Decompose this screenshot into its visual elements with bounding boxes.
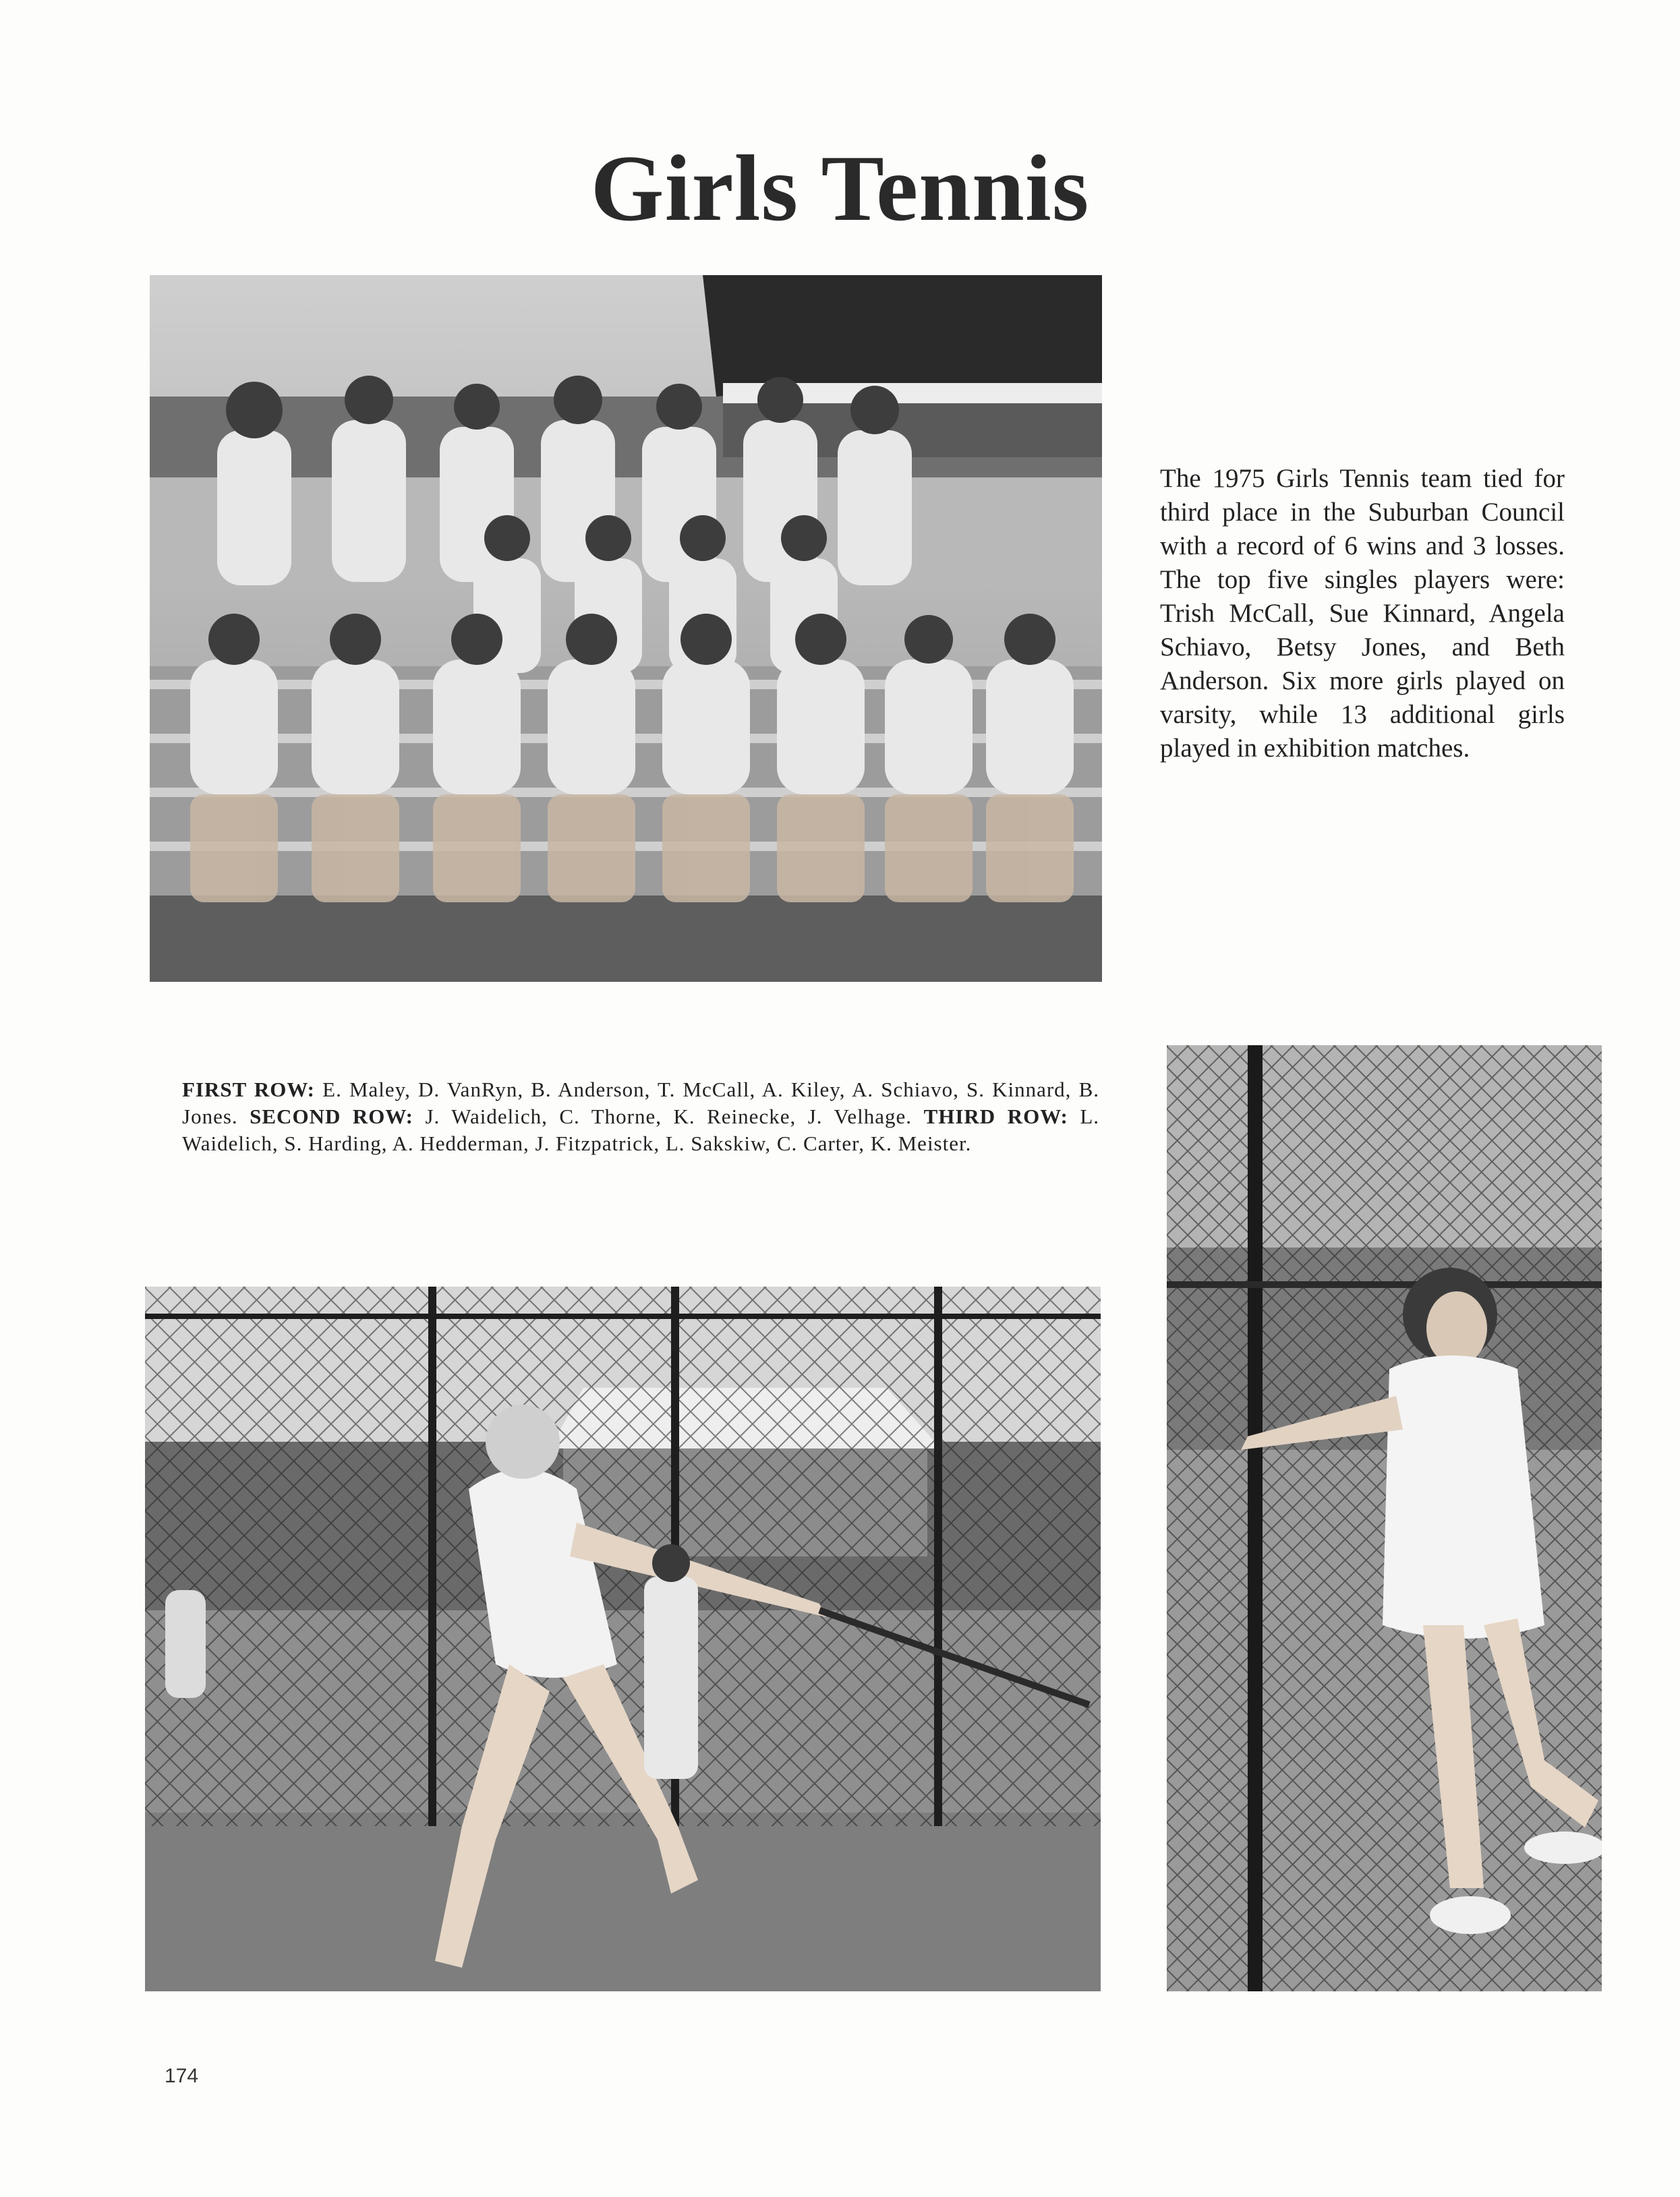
page-title: Girls Tennis — [590, 136, 1090, 241]
player-backhand-image — [1167, 1045, 1602, 1991]
player-forehand-image — [145, 1287, 1101, 1991]
player-forehand-photo — [145, 1287, 1101, 1991]
caption-second-row-label: SECOND ROW: — [250, 1105, 413, 1128]
team-summary: The 1975 Girls Tennis team tied for third place in the Suburban Council with a record of 6 wins and 3 losses. The top five singles players were: Trish McCall, Sue Kinnard, Angela Schiavo, Betsy Jones, and Beth Anderson. Six more girls played on varsity, while 13 additional girls played in exhibition matches. — [1160, 464, 1565, 763]
caption-third-row-label: THIRD ROW: — [923, 1105, 1068, 1128]
caption-first-row-label: FIRST ROW: — [182, 1078, 315, 1101]
page-number: 174 — [165, 2065, 199, 2087]
caption-second-row-names: J. Waidelich, C. Thorne, K. Reinecke, J. Velhage. — [413, 1105, 924, 1128]
roster-caption — [182, 1076, 1099, 1157]
team-photo-image — [150, 275, 1102, 982]
player-backhand-photo — [1167, 1045, 1602, 1991]
team-photo — [150, 275, 1102, 982]
caption-third-row-names: L. Waidelich, S. Harding, A. Hedderman, J. Fitzpatrick, L. Sakskiw, C. Carter, K. Meister. — [182, 1105, 1099, 1155]
caption-first-row-names: E. Maley, D. VanRyn, B. Anderson, T. McCall, A. Kiley, A. Schiavo, S. Kinnard, B. Jones. — [182, 1078, 1099, 1128]
